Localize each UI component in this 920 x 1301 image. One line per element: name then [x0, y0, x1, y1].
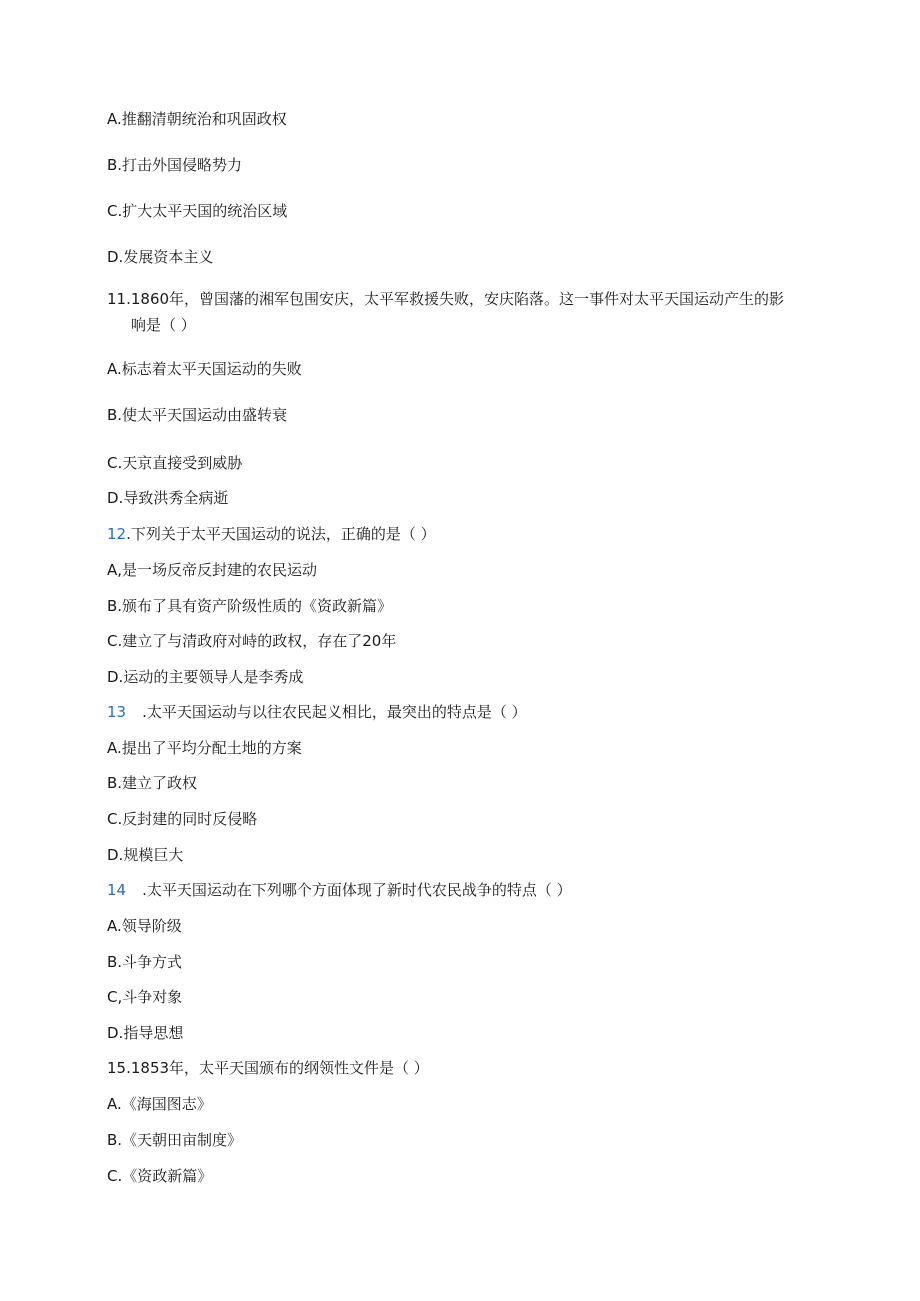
q15-option-b: B.《天朝田亩制度》 — [107, 1131, 243, 1149]
q15-stem: 15.1853年，太平天国颁布的纲领性文件是（ ） — [107, 1059, 429, 1077]
q12-option-a: A,是一场反帝反封建的农民运动 — [107, 561, 318, 579]
q12-number: 12 — [107, 525, 127, 543]
q13-option-d: D.规模巨大 — [107, 846, 184, 864]
q11-stem-line2: 响是（ ） — [131, 316, 196, 334]
q14-number: 14 — [107, 881, 127, 899]
q12-stem — [107, 524, 436, 544]
q13-option-c: C.反封建的同时反侵略 — [107, 810, 258, 828]
q11-option-c: C.天京直接受到威胁 — [107, 454, 243, 472]
q14-option-a: A.领导阶级 — [107, 917, 182, 935]
q11-stem-line1: 11.1860年，曾国藩的湘军包围安庆，太平军救援失败，安庆陷落。这一事件对太平天国运动产生的影 — [107, 290, 785, 308]
q14-option-b: B.斗争方式 — [107, 953, 183, 971]
q11-stem — [107, 286, 807, 338]
q11-option-b: B.使太平天国运动由盛转衰 — [107, 406, 288, 424]
q12-option-d: D.运动的主要领导人是李秀成 — [107, 668, 304, 686]
q14-stem-text: .太平天国运动在下列哪个方面体现了新时代农民战争的特点（ ） — [142, 881, 572, 899]
q12-option-b: B.颁布了具有资产阶级性质的《资政新篇》 — [107, 597, 393, 615]
q12-stem-text: .下列关于太平天国运动的说法，正确的是（ ） — [126, 525, 436, 543]
q10-option-c: C.扩大太平天国的统治区域 — [107, 202, 288, 220]
q10-option-a: A.推翻清朝统治和巩固政权 — [107, 110, 287, 128]
q11-option-d: D.导致洪秀全病逝 — [107, 489, 229, 507]
q15-option-c: C.《资政新篇》 — [107, 1167, 213, 1185]
q13-number: 13 — [107, 703, 127, 721]
q14-option-c: C,斗争对象 — [107, 988, 183, 1006]
q13-stem-text: .太平天国运动与以往农民起义相比，最突出的特点是（ ） — [142, 703, 527, 721]
q13-stem — [107, 702, 527, 722]
q10-option-b: B.打击外国侵略势力 — [107, 156, 243, 174]
q14-stem — [107, 880, 572, 900]
q11-option-a: A.标志着太平天国运动的失败 — [107, 360, 302, 378]
q13-option-b: B.建立了政权 — [107, 774, 198, 792]
q10-option-d: D.发展资本主义 — [107, 248, 214, 266]
q12-option-c: C.建立了与清政府对峙的政权，存在了20年 — [107, 632, 397, 650]
q15-option-a: A.《海国图志》 — [107, 1095, 212, 1113]
q14-option-d: D.指导思想 — [107, 1024, 184, 1042]
q13-option-a: A.提出了平均分配土地的方案 — [107, 739, 302, 757]
